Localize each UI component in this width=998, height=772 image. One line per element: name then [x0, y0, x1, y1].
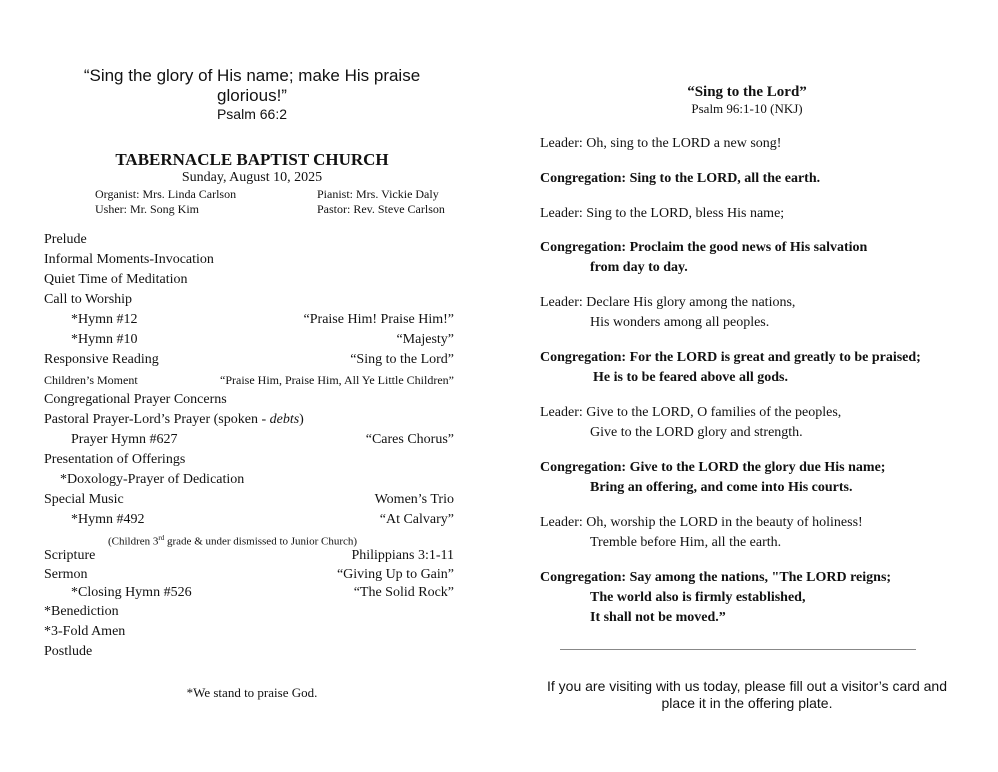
usher: Usher: Mr. Song Kim	[95, 202, 200, 216]
order-of-worship	[44, 230, 454, 662]
congregation-line: Congregation: Say among the nations, "The LORD reigns; The world also is firmly established, It shall not be moved.”	[540, 570, 892, 625]
order-item: Call to Worship	[44, 292, 133, 307]
pianist: Pianist: Mrs. Vickie Daly	[317, 187, 439, 201]
order-item: Presentation of Offerings	[44, 452, 186, 467]
order-item: *Hymn #492 “At Calvary”	[71, 512, 454, 527]
leader-line: Leader: Sing to the LORD, bless His name;	[540, 206, 785, 221]
church-name: TABERNACLE BAPTIST CHURCH	[115, 150, 389, 169]
stand-note: *We stand to praise God.	[186, 685, 318, 700]
order-item: Prayer Hymn #627 “Cares Chorus”	[71, 432, 454, 447]
congregation-line: Congregation: Sing to the LORD, all the earth.	[540, 171, 821, 186]
children-dismissal-note: (Children 3rd grade & under dismissed to Junior Church)	[108, 534, 358, 548]
divider-line	[560, 649, 916, 650]
order-item: Sermon “Giving Up to Gain”	[44, 567, 454, 582]
visitor-note: If you are visiting with us today, please fill out a visitor’s card and place it in the offering plate.	[547, 678, 947, 711]
order-item: Responsive Reading “Sing to the Lord”	[44, 352, 454, 367]
responsive-reading	[540, 134, 960, 628]
bulletin-quote-reference: Psalm 66:2	[216, 106, 288, 122]
order-item: Congregational Prayer Concerns	[44, 392, 227, 407]
leader-line: Leader: Oh, worship the LORD in the beauty of holiness! Tremble before Him, all the earth.	[540, 515, 863, 550]
reading-reference: Psalm 96:1-10 (NKJ)	[691, 101, 803, 116]
order-item: *Closing Hymn #526 “The Solid Rock”	[71, 585, 454, 600]
order-item: Pastoral Prayer-Lord’s Prayer (spoken - debts)	[44, 412, 304, 427]
reading-title: “Sing to the Lord”	[687, 84, 807, 100]
order-item: *Benediction	[44, 604, 119, 619]
order-item: *Doxology-Prayer of Dedication	[60, 472, 245, 487]
order-item: Children’s Moment “Praise Him, Praise Him, All Ye Little Children”	[44, 373, 454, 387]
congregation-line: Congregation: Give to the LORD the glory due His name; Bring an offering, and come into His courts.	[540, 460, 886, 495]
order-item: Informal Moments-Invocation	[44, 252, 214, 267]
leader-line: Leader: Declare His glory among the nations, His wonders among all peoples.	[540, 295, 796, 330]
leader-line: Leader: Oh, sing to the LORD a new song!	[540, 136, 782, 151]
order-item: *3-Fold Amen	[44, 624, 126, 639]
order-item: Prelude	[44, 232, 87, 247]
order-item: Postlude	[44, 644, 93, 659]
order-item: Special Music Women’s Trio	[44, 492, 454, 507]
organist: Organist: Mrs. Linda Carlson	[95, 187, 237, 201]
congregation-line: Congregation: Proclaim the good news of His salvation from day to day.	[540, 240, 868, 275]
service-date: Sunday, August 10, 2025	[181, 170, 323, 185]
bulletin-quote: “Sing the glory of His name; make His praise glorious!”	[83, 66, 421, 105]
leader-line: Leader: Give to the LORD, O families of the peoples, Give to the LORD glory and strength.	[540, 405, 842, 440]
pastor: Pastor: Rev. Steve Carlson	[317, 202, 445, 216]
order-item: *Hymn #10 “Majesty”	[71, 332, 454, 347]
order-item: Scripture Philippians 3:1-11	[44, 548, 454, 563]
order-item: Quiet Time of Meditation	[44, 272, 188, 287]
congregation-line: Congregation: For the LORD is great and greatly to be praised; He is to be feared above all gods.	[540, 350, 921, 385]
order-item: *Hymn #12 “Praise Him! Praise Him!”	[71, 312, 454, 327]
